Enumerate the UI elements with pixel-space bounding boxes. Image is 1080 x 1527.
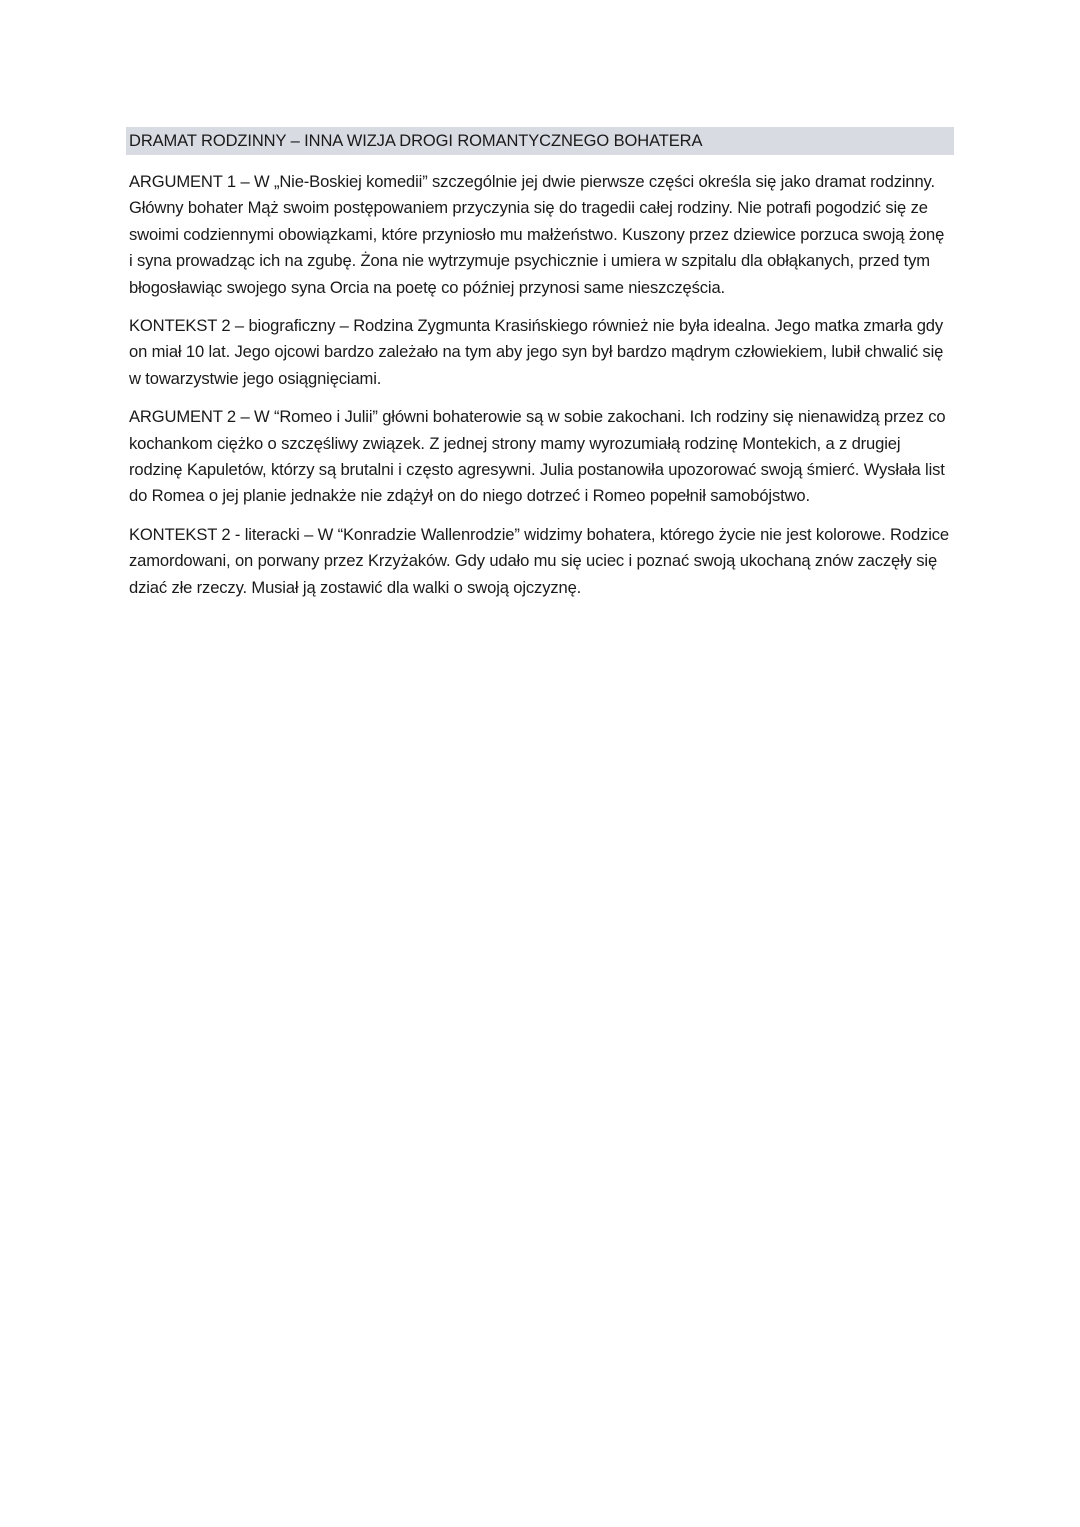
document-content: [126, 127, 954, 613]
paragraph-context-literary: KONTEKST 2 - literacki – W “Konradzie Wallenrodzie” widzimy bohatera, którego życie nie jest kolorowe. Rodzice zamordowani, on porwany przez Krzyżaków. Gdy udało mu się uciec i poznać swoją ukochaną znów zaczęły się dziać złe rzeczy. Musiał ją zostawić dla walki o swoją ojczyznę.: [129, 524, 949, 597]
paragraph-argument-1: ARGUMENT 1 – W „Nie-Boskiej komedii” szczególnie jej dwie pierwsze części określa się jako dramat rodzinny. Główny bohater Mąż swoim postępowaniem przyczynia się do tragedii całej rodziny. Nie potrafi pogodzić się ze swoimi codziennymi obowiązkami, które przyniosło mu małżeństwo. Kuszony przez dziewice porzuca swoją żonę i syna prowadząc ich na zgubę. Żona nie wytrzymuje psychicznie i umiera w szpitalu dla obłąkanych, przed tym błogosławiąc swojego syna Orcia na poetę co później przynosi same nieszczęścia.: [129, 172, 945, 297]
paragraph-argument-2: ARGUMENT 2 – W “Romeo i Julii” główni bohaterowie są w sobie zakochani. Ich rodziny się nienawidzą przez co kochankom ciężko o szczęśliwy związek. Z jednej strony mamy wyrozumiałą rodzinę Montekich, a z drugiej rodzinę Kapuletów, którzy są brutalni i często agresywni. Julia postanowiła upozorować swoją śmierć. Wysłała list do Romea o jej planie jednakże nie zdążył on do niego dotrzeć i Romeo popełnił samobójstwo.: [129, 407, 946, 506]
paragraph-context-biographical: KONTEKST 2 – biograficzny – Rodzina Zygmunta Krasińskiego również nie była idealna. Jego matka zmarła gdy on miał 10 lat. Jego ojcowi bardzo zależało na tym aby jego syn był bardzo mądrym człowiekiem, lubił chwalić się w towarzystwie jego osiągnięciami.: [129, 316, 944, 388]
section-heading: DRAMAT RODZINNY – INNA WIZJA DROGI ROMANTYCZNEGO BOHATERA: [126, 127, 954, 155]
